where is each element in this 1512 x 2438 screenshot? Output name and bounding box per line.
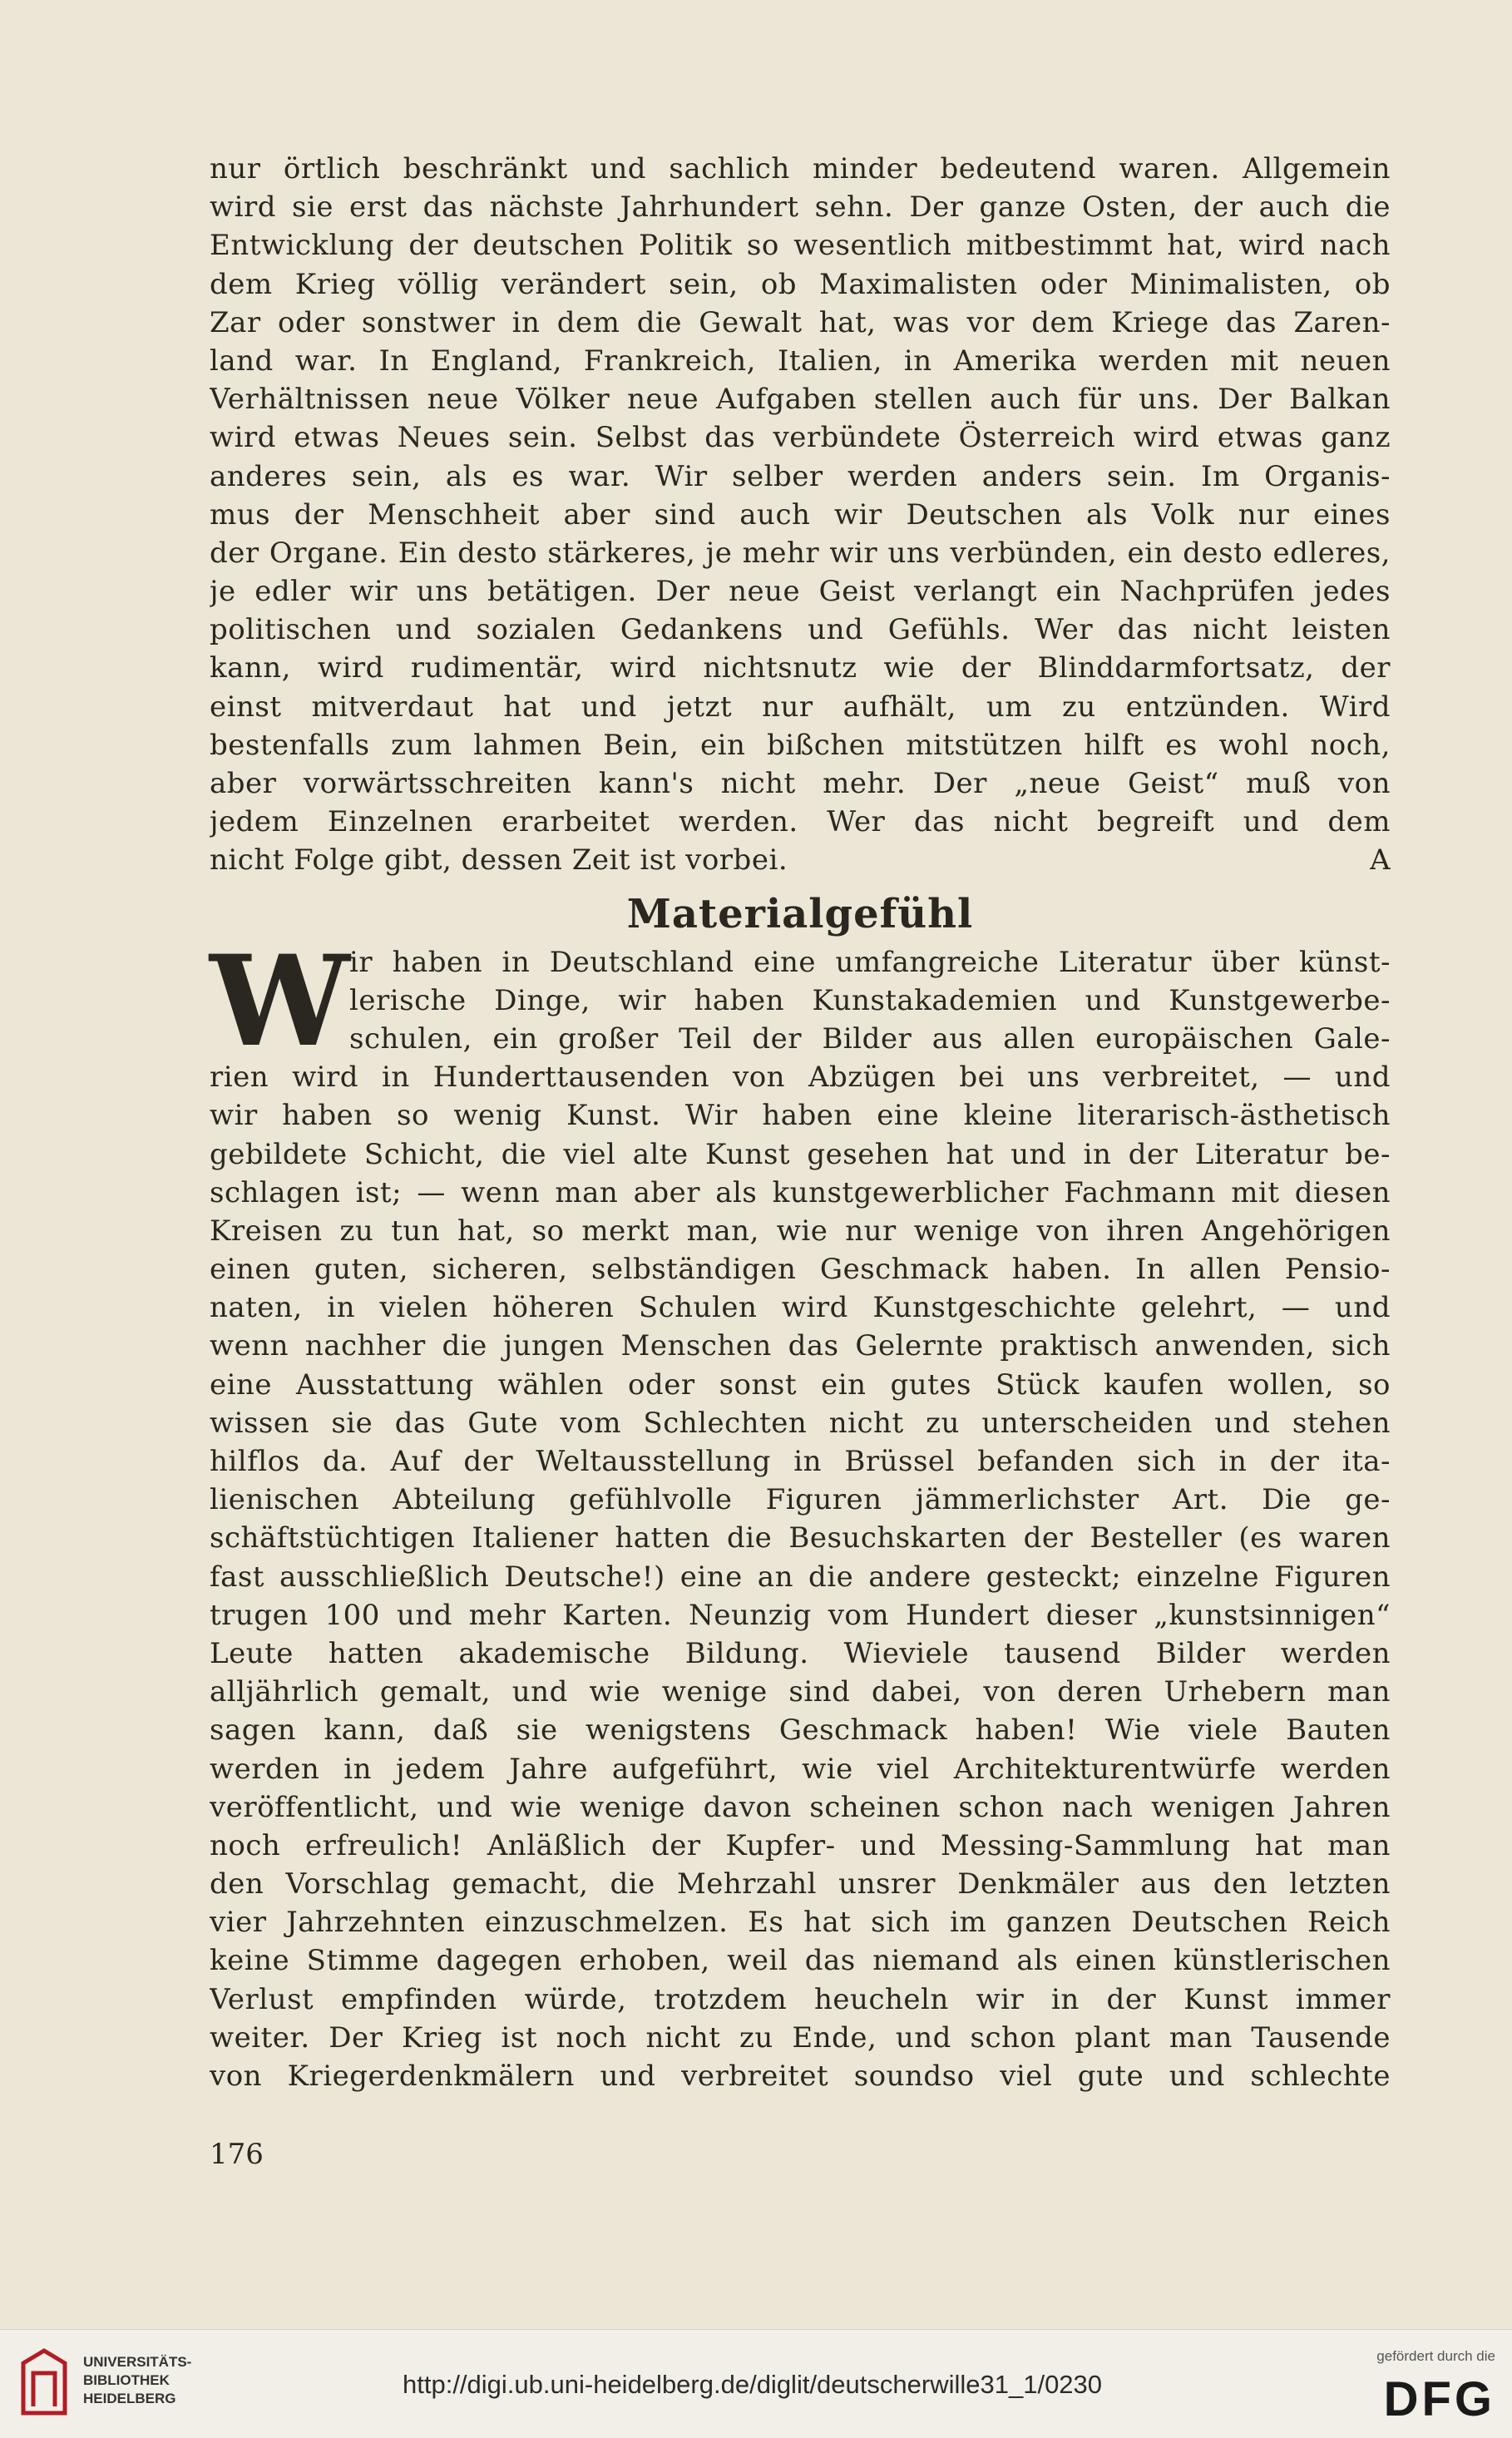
text-line: naten, in vielen höheren Schulen wird Kunstgeschichte gelehrt, — und: [210, 1291, 1391, 1325]
text-line: Verlust empfinden würde, trotzdem heucheln wir in der Kunst immer: [210, 1982, 1391, 2016]
text-line: nur örtlich beschränkt und sachlich minder bedeutend waren. Allgemein: [210, 152, 1391, 185]
text-line: ir haben in Deutschland eine umfangreiche Literatur über künst-: [349, 945, 1391, 979]
text-line: eine Ausstattung wählen oder sonst ein gutes Stück kaufen wollen, so: [210, 1367, 1391, 1402]
paragraph-2-indented-lines: [210, 927, 1391, 1075]
university-library-logo-icon: [15, 2347, 73, 2421]
article-text: [210, 150, 1391, 2095]
text-line: wird sie erst das nächste Jahrhundert sehn. Der ganze Osten, der auch die: [210, 190, 1391, 225]
text-line: lienischen Abteilung gefühlvolle Figuren jämmerlichster Art. Die ge-: [210, 1483, 1391, 1517]
text-line: schulen, ein großer Teil der Bilder aus allen europäischen Gale-: [349, 1021, 1391, 1056]
text-line: sagen kann, daß sie wenigstens Geschmack haben! Wie viele Bauten: [210, 1714, 1391, 1748]
paragraph-2-body: [210, 1058, 1391, 2095]
text-line: Entwicklung der deutschen Politik so wesentlich mitbestimmt hat, wird nach: [210, 229, 1391, 263]
text-line: anderes sein, als es war. Wir selber werden anders sein. Im Organis-: [210, 459, 1391, 493]
text-line: lerische Dinge, wir haben Kunstakademien und Kunstgewerbe-: [349, 983, 1391, 1017]
text-line: gebildete Schicht, die viel alte Kunst gesehen hat und in der Literatur be-: [210, 1137, 1391, 1171]
text-line: mus der Menschheit aber sind auch wir Deutschen als Volk nur eines: [210, 497, 1391, 532]
section-heading: Materialgefühl: [626, 890, 974, 937]
text-line: weiter. Der Krieg ist noch nicht zu Ende, und schon plant man Tausende: [210, 2020, 1391, 2055]
dfg-logo: DFG: [1383, 2372, 1495, 2426]
text-line: trugen 100 und mehr Karten. Neunzig vom Hundert dieser „kunstsinnigen“: [210, 1598, 1391, 1632]
text-line: einen guten, sicheren, selbständigen Geschmack haben. In allen Pensio-: [210, 1253, 1391, 1287]
text-line: dem Krieg völlig verändert sein, ob Maximalisten oder Minimalisten, ob: [210, 267, 1391, 301]
digitization-footer: [0, 2329, 1512, 2438]
text-line: je edler wir uns betätigen. Der neue Geist verlangt ein Nachprüfen jedes: [210, 575, 1391, 609]
library-name: [83, 2353, 191, 2408]
library-name-line: HEIDELBERG: [83, 2391, 176, 2406]
library-name-line: UNIVERSITÄTS-: [83, 2354, 192, 2370]
text-line: alljährlich gemalt, und wie wenige sind dabei, von deren Urhebern man: [210, 1675, 1391, 1709]
page-number: 176: [210, 2138, 264, 2171]
text-line: politischen und sozialen Gedankens und Gefühls. Wer das nicht leisten: [210, 613, 1391, 647]
text-line: werden in jedem Jahre aufgeführt, wie viel Architekturentwürfe werden: [210, 1752, 1391, 1786]
author-signature: A: [1369, 843, 1391, 878]
text-line: Leute hatten akademische Bildung. Wieviele tausend Bilder werden: [210, 1636, 1391, 1670]
text-line: Verhältnissen neue Völker neue Aufgaben stellen auch für uns. Der Balkan: [210, 383, 1391, 417]
source-url-link[interactable]: http://digi.ub.uni-heidelberg.de/diglit/deutscherwille31_1/0230: [403, 2370, 1103, 2399]
text-line: fast ausschließlich Deutsche!) eine an die andere gesteckt; einzelne Figuren: [210, 1560, 1391, 1594]
text-line: wenn nachher die jungen Menschen das Gelernte praktisch anwenden, sich: [210, 1329, 1391, 1363]
paragraph-1: [210, 150, 1391, 841]
text-line: keine Stimme dagegen erhoben, weil das niemand als einen künstlerischen: [210, 1944, 1391, 1978]
text-line: einst mitverdaut hat und jetzt nur aufhält, um zu entzünden. Wird: [210, 690, 1391, 724]
text-line: nicht Folge gibt, dessen Zeit ist vorbei.: [210, 843, 788, 878]
text-line: aber vorwärtsschreiten kann's nicht mehr. Der „neue Geist“ muß von: [210, 767, 1391, 800]
text-line: wir haben so wenig Kunst. Wir haben eine kleine literarisch-ästhetisch: [210, 1099, 1391, 1133]
paragraph-2: [210, 927, 1391, 2096]
text-line: der Organe. Ein desto stärkeres, je mehr wir uns verbünden, ein desto edleres,: [210, 536, 1391, 570]
text-line: schlagen ist; — wenn man aber als kunstgewerblicher Fachmann mit diesen: [210, 1175, 1391, 1209]
text-line: noch erfreulich! Anläßlich der Kupfer- und Messing-Sammlung hat man: [210, 1828, 1391, 1862]
text-line: hilflos da. Auf der Weltausstellung in Brüssel befanden sich in der ita-: [210, 1445, 1391, 1478]
text-line: jedem Einzelnen erarbeitet werden. Wer das nicht begreift und dem: [210, 805, 1391, 839]
drop-cap-initial: W: [210, 927, 350, 1075]
text-line: vier Jahrzehnten einzuschmelzen. Es hat sich im ganzen Deutschen Reich: [210, 1906, 1391, 1940]
paragraph-1-last-row: [210, 841, 1391, 879]
text-line: Zar oder sonstwer in dem die Gewalt hat, was vor dem Kriege das Zaren-: [210, 305, 1391, 339]
text-line: veröffentlicht, und wie wenige davon scheinen schon nach wenigen Jahren: [210, 1790, 1391, 1824]
funder-label: gefördert durch die: [1376, 2348, 1495, 2364]
text-line: schäftstüchtigen Italiener hatten die Besuchskarten der Besteller (es waren: [210, 1521, 1391, 1555]
text-line: Kreisen zu tun hat, so merkt man, wie nur wenige von ihren Angehörigen: [210, 1214, 1391, 1248]
text-line: den Vorschlag gemacht, die Mehrzahl unsrer Denkmäler aus den letzten: [210, 1867, 1391, 1901]
text-line: wissen sie das Gute vom Schlechten nicht zu unterscheiden und stehen: [210, 1406, 1391, 1440]
text-line: rien wird in Hunderttausenden von Abzügen bei uns verbreitet, — und: [210, 1061, 1391, 1095]
text-line: wird etwas Neues sein. Selbst das verbündete Österreich wird etwas ganz: [210, 421, 1391, 455]
text-line: bestenfalls zum lahmen Bein, ein bißchen mitstützen hilft es wohl noch,: [210, 728, 1391, 762]
library-name-line: BIBLIOTHEK: [83, 2372, 170, 2388]
text-line: von Kriegerdenkmälern und verbreitet soundso viel gute und schlechte: [210, 2060, 1391, 2093]
text-line: land war. In England, Frankreich, Italien, in Amerika werden mit neuen: [210, 344, 1391, 378]
text-line: kann, wird rudimentär, wird nichtsnutz wie der Blinddarmfortsatz, der: [210, 651, 1391, 685]
